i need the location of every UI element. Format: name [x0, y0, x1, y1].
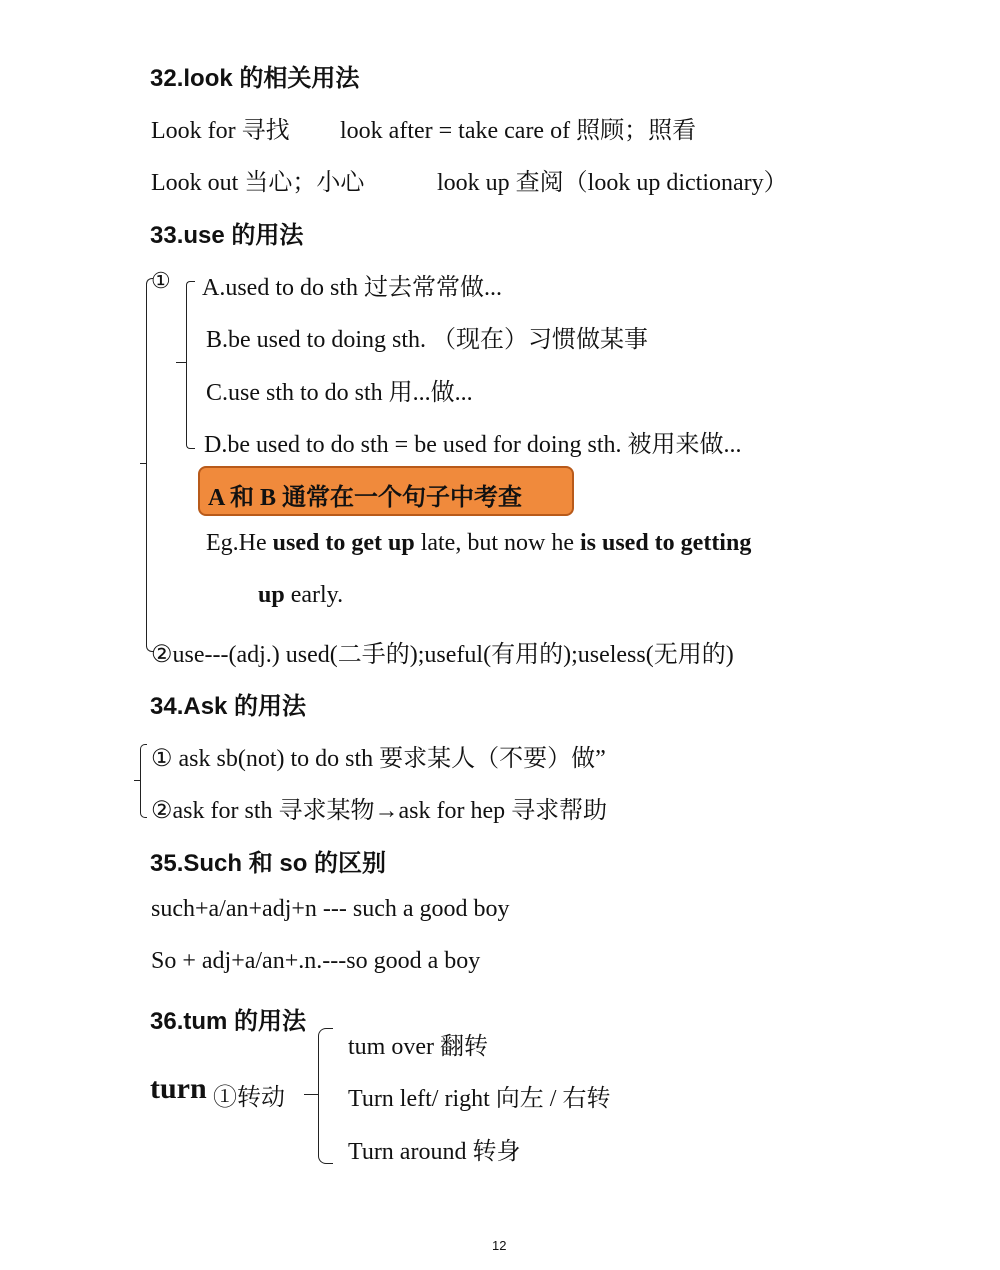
ask-brace-tip	[134, 780, 141, 781]
section-32-heading: 32.look 的相关用法	[150, 65, 360, 92]
use-c-text: C.use sth to do sth 用...做...	[206, 380, 473, 406]
example-bold-2: is used to getting	[579, 530, 752, 556]
inner-brace	[186, 281, 195, 449]
note-highlight-box	[198, 466, 574, 516]
section-35-heading: 35.Such 和 so 的区别	[150, 850, 387, 877]
turn-brace-tip	[304, 1094, 319, 1095]
point-1-marker: ①	[151, 268, 171, 293]
ask-brace	[140, 744, 147, 818]
use-b-text: B.be used to doing sth. （现在）习惯做某事	[206, 327, 648, 353]
use-d-text: D.be used to do sth = be used for doing sth. 被用来做...	[204, 432, 742, 458]
turn-over-text: tum over 翻转	[348, 1034, 488, 1060]
section-36-heading: 36.tum 的用法	[150, 1008, 307, 1035]
example-line-1	[206, 530, 751, 557]
so-line: So + adj+a/an+.n.---so good a boy	[151, 948, 481, 974]
example-middle: late, but now he	[414, 530, 580, 556]
look-for-text: Look for 寻找	[151, 118, 290, 144]
inner-brace-tip	[176, 362, 187, 363]
such-line: such+a/an+adj+n --- such a good boy	[151, 896, 510, 922]
look-after-text: look after = take care of 照顾；照看	[340, 118, 697, 144]
look-up-text: look up 查阅（look up dictionary）	[437, 170, 788, 196]
example-line-2	[258, 582, 343, 609]
point-2-text: ②use---(adj.) used(二手的);useful(有用的);useless(无用的)	[151, 642, 734, 668]
use-a-text: A.used to do sth 过去常常做...	[202, 275, 502, 301]
turn-left-right-text: Turn left/ right 向左 / 右转	[348, 1086, 611, 1112]
turn-word: turn	[150, 1072, 207, 1105]
example-prefix: Eg.He	[206, 530, 273, 556]
example-bold-1: used to get up	[272, 530, 415, 556]
outer-brace	[146, 278, 153, 652]
turn-brace	[318, 1028, 333, 1164]
look-out-text: Look out 当心；小心	[151, 170, 365, 196]
section-34-heading: 34.Ask 的用法	[150, 693, 307, 720]
example-bold-3: up	[258, 582, 285, 608]
ask-line-1: ① ask sb(not) to do sth 要求某人（不要）做”	[151, 746, 606, 772]
ask-line-2: ②ask for sth 寻求某物→ask for hep 寻求帮助	[151, 798, 608, 824]
turn-sense: ①转动	[213, 1085, 285, 1111]
example-suffix: early.	[284, 582, 344, 608]
note-text: A 和 B 通常在一个句子中考查	[208, 485, 523, 511]
page-number: 12	[492, 1238, 507, 1253]
turn-around-text: Turn around 转身	[348, 1139, 521, 1165]
section-33-heading: 33.use 的用法	[150, 222, 304, 249]
outer-brace-tip	[140, 463, 147, 464]
